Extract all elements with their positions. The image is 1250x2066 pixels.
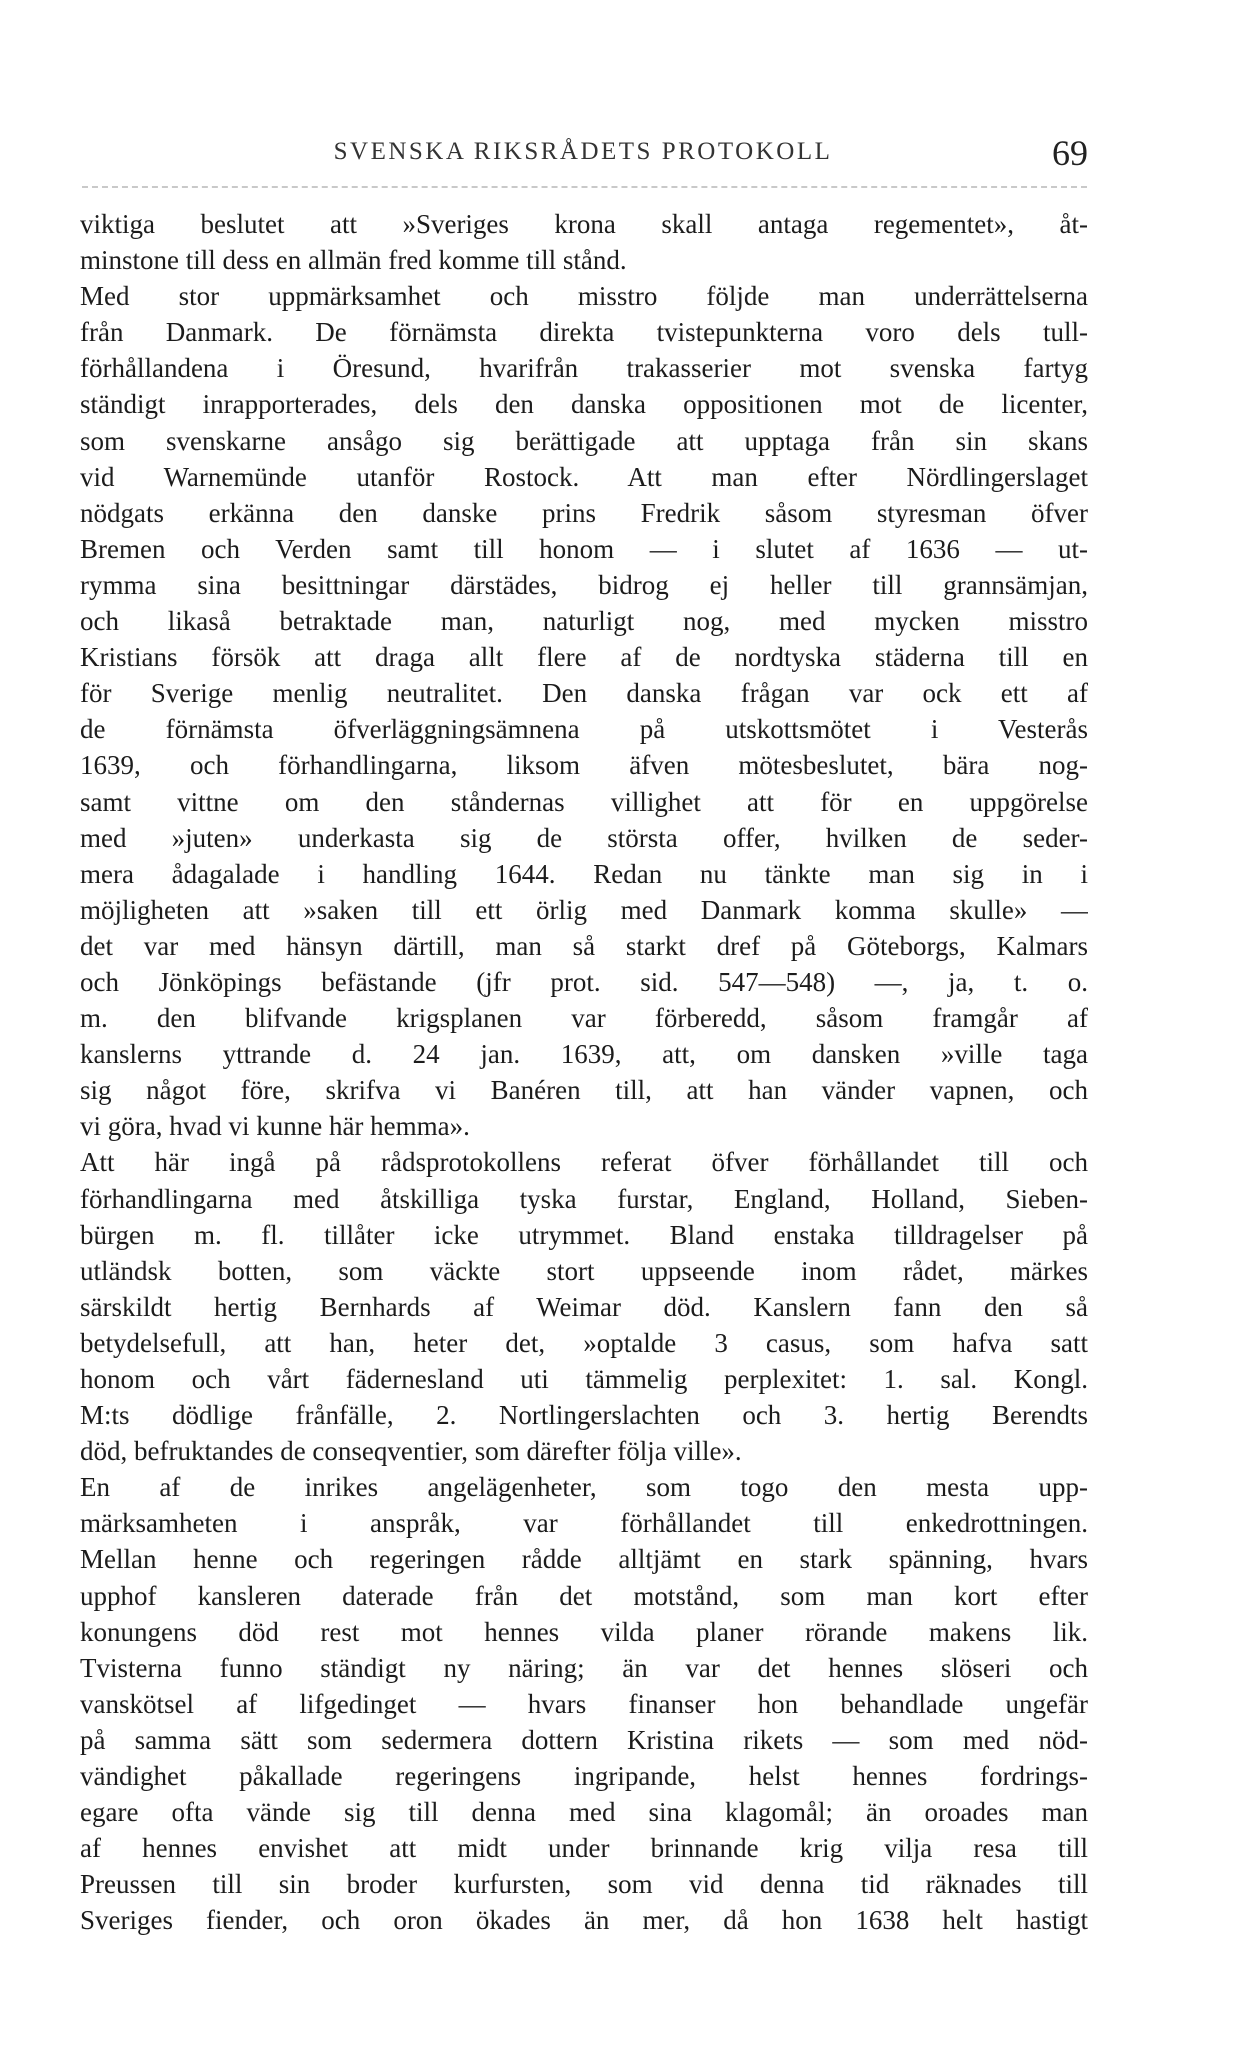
text-line: Att här ingå på rådsprotokollens referat öfver förhållandet till och	[80, 1147, 1088, 1178]
text-line: samt vittne om den ståndernas villighet att för en uppgörelse	[80, 786, 1088, 817]
text-line: betydelsefull, att han, heter det, »optalde 3 casus, som hafva satt	[80, 1327, 1088, 1358]
text-line: upphof kansleren daterade från det motstånd, som man kort efter	[80, 1580, 1088, 1611]
text-line: En af de inrikes angelägenheter, som togo den mesta upp-	[80, 1472, 1088, 1503]
text-line: Bremen och Verden samt till honom — i slutet af 1636 — ut-	[80, 533, 1088, 564]
text-line: bürgen m. fl. tillåter icke utrymmet. Bland enstaka tilldragelser på	[80, 1219, 1088, 1250]
text-line: särskildt hertig Bernhards af Weimar död. Kanslern fann den så	[80, 1291, 1088, 1322]
text-line: kanslerns yttrande d. 24 jan. 1639, att, om dansken »ville taga	[80, 1039, 1088, 1070]
text-line: de förnämsta öfverläggningsämnena på utskottsmötet i Vesterås	[80, 714, 1088, 745]
text-line: Kristians försök att draga allt flere af de nordtyska städerna till en	[80, 642, 1088, 673]
text-line: för Sverige menlig neutralitet. Den danska frågan var ock ett af	[80, 678, 1088, 709]
text-line: m. den blifvande krigsplanen var förberedd, såsom framgår af	[80, 1003, 1088, 1034]
text-line: mera ådagalade i handling 1644. Redan nu tänkte man sig in i	[80, 858, 1088, 889]
header-rule	[82, 186, 1087, 188]
text-line: och likaså betraktade man, naturligt nog, med mycken misstro	[80, 606, 1088, 637]
text-line: vändighet påkallade regeringens ingripande, helst hennes fordrings-	[80, 1761, 1088, 1792]
text-line: det var med hänsyn därtill, man så starkt dref på Göteborgs, Kalmars	[80, 930, 1088, 961]
text-line: vid Warnemünde utanför Rostock. Att man efter Nördlingerslaget	[80, 461, 1088, 492]
text-line: viktiga beslutet att »Sveriges krona skall antaga regementet», åt-	[80, 209, 1088, 239]
text-line: och Jönköpings befästande (jfr prot. sid. 547—548) —, ja, t. o.	[80, 966, 1088, 997]
body-text	[80, 206, 1088, 1939]
text-line: märksamheten i anspråk, var förhållandet till enkedrottningen.	[80, 1508, 1088, 1539]
text-line: utländsk botten, som väckte stort uppseende inom rådet, märkes	[80, 1255, 1088, 1286]
page-number: 69	[1052, 133, 1088, 173]
text-line: vi göra, hvad vi kunne här hemma».	[80, 1111, 470, 1142]
text-line: minstone till dess en allmän fred komme till stånd.	[80, 245, 627, 276]
text-line: rymma sina besittningar därstädes, bidrog ej heller till grannsämjan,	[80, 569, 1088, 600]
text-line: af hennes envishet att midt under brinnande krig vilja resa till	[80, 1833, 1088, 1864]
text-line: Med stor uppmärksamhet och misstro följde man underrättelserna	[80, 281, 1088, 312]
running-head	[78, 132, 1088, 172]
text-line: M:ts dödlige frånfälle, 2. Nortlingerslachten och 3. hertig Berendts	[80, 1400, 1088, 1431]
text-line: 1639, och förhandlingarna, liksom äfven mötesbeslutet, bära nog-	[80, 750, 1088, 781]
text-line: honom och vårt fädernesland uti tämmelig perplexitet: 1. sal. Kongl.	[80, 1364, 1088, 1394]
text-line: Mellan henne och regeringen rådde alltjämt en stark spänning, hvars	[80, 1544, 1088, 1575]
text-line: egare ofta vände sig till denna med sina klagomål; än oroades man	[80, 1797, 1088, 1828]
text-line: ständigt inrapporterades, dels den danska oppositionen mot de licenter,	[80, 389, 1088, 420]
text-line: sig något före, skrifva vi Banéren till, att han vänder vapnen, och	[80, 1075, 1088, 1106]
text-line: som svenskarne ansågo sig berättigade att upptaga från sin skans	[80, 425, 1088, 456]
running-title: SVENSKA RIKSRÅDETS PROTOKOLL	[333, 138, 833, 165]
text-line: på samma sätt som sedermera dottern Kristina rikets — som med nöd-	[80, 1724, 1088, 1755]
text-line: förhållandena i Öresund, hvarifrån trakasserier mot svenska fartyg	[80, 353, 1088, 384]
text-line: möjligheten att »saken till ett örlig med Danmark komma skulle» —	[80, 894, 1088, 925]
text-line: Tvisterna funno ständigt ny näring; än var det hennes slöseri och	[80, 1652, 1088, 1683]
text-line: från Danmark. De förnämsta direkta tvistepunkterna voro dels tull-	[80, 317, 1088, 348]
text-line: förhandlingarna med åtskilliga tyska furstar, England, Holland, Sieben-	[80, 1183, 1088, 1214]
text-line: vanskötsel af lifgedinget — hvars finanser hon behandlade ungefär	[80, 1688, 1088, 1719]
text-line: konungens död rest mot hennes vilda planer rörande makens lik.	[80, 1616, 1088, 1647]
text-line: Preussen till sin broder kurfursten, som vid denna tid räknades till	[80, 1869, 1088, 1900]
text-line: död, befruktandes de conseqventier, som därefter följa ville».	[80, 1436, 742, 1467]
text-line: nödgats erkänna den danske prins Fredrik såsom styresman öfver	[80, 497, 1088, 528]
text-line: med »juten» underkasta sig de största offer, hvilken de seder-	[80, 822, 1088, 853]
text-line: Sveriges fiender, och oron ökades än mer, då hon 1638 helt hastigt	[80, 1905, 1088, 1936]
